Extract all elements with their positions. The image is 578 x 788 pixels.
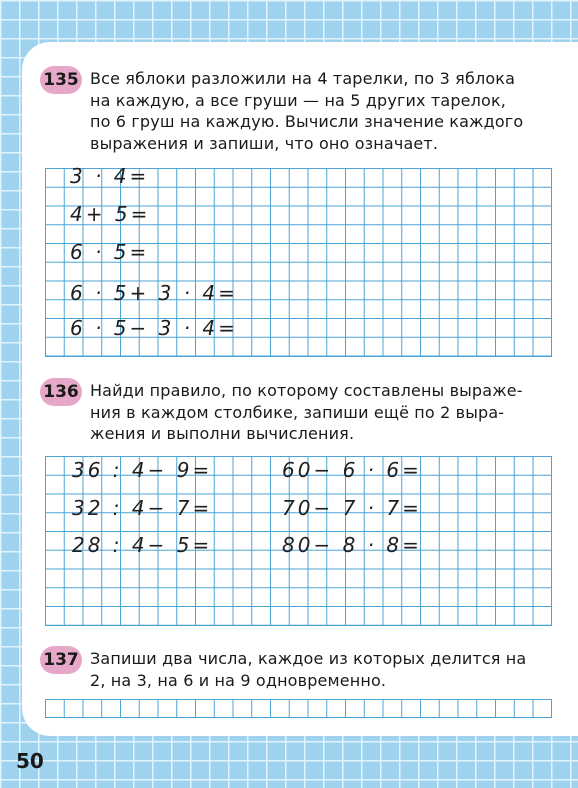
task-136-text <box>90 380 560 445</box>
answer-grid-137[interactable] <box>45 699 552 718</box>
task-text-line: Запиши два числа, каждое из которых делится на <box>90 649 527 668</box>
page-number: 50 <box>16 749 44 773</box>
task-number-135: 135 <box>40 66 82 94</box>
handwritten-expression: 28 : 4− 5= <box>72 533 213 557</box>
task-text-line: 2, на 3, на 6 и на 9 одновременно. <box>90 670 387 690</box>
task-text-line: по 6 груш на каждую. Вычисли значение каждого <box>90 112 524 131</box>
handwritten-expression: 4+ 5= <box>70 202 151 226</box>
task-text-line: Все яблоки разложили на 4 тарелки, по 3 яблока <box>90 69 516 88</box>
handwritten-expression: 80− 8 · 8= <box>282 533 422 557</box>
handwritten-expression: 3 · 4= <box>70 164 150 188</box>
task-135-text <box>90 68 560 154</box>
handwritten-expression: 6 · 5= <box>70 240 150 264</box>
task-text-line: выражения и запиши, что оно означает. <box>90 133 439 153</box>
task-text-line: на каждую, а все груши — на 5 других тарелок, <box>90 90 506 110</box>
task-number-137: 137 <box>40 646 82 674</box>
task-text-line: ния в каждом столбике, запиши ещё по 2 выра- <box>90 402 505 422</box>
handwritten-expression: 6 · 5− 3 · 4= <box>70 316 238 340</box>
task-137-text <box>90 648 560 691</box>
handwritten-expression: 70− 7 · 7= <box>282 496 422 520</box>
task-text-line: Найди правило, по которому составлены выраже- <box>90 381 523 400</box>
handwritten-expression: 60− 6 · 6= <box>282 458 422 482</box>
handwritten-expression: 32 : 4− 7= <box>72 496 213 520</box>
handwritten-expression: 6 · 5+ 3 · 4= <box>70 281 238 305</box>
task-text-line: жения и выполни вычисления. <box>90 424 355 443</box>
task-number-136: 136 <box>40 378 82 406</box>
handwritten-expression: 36 : 4− 9= <box>72 458 213 482</box>
